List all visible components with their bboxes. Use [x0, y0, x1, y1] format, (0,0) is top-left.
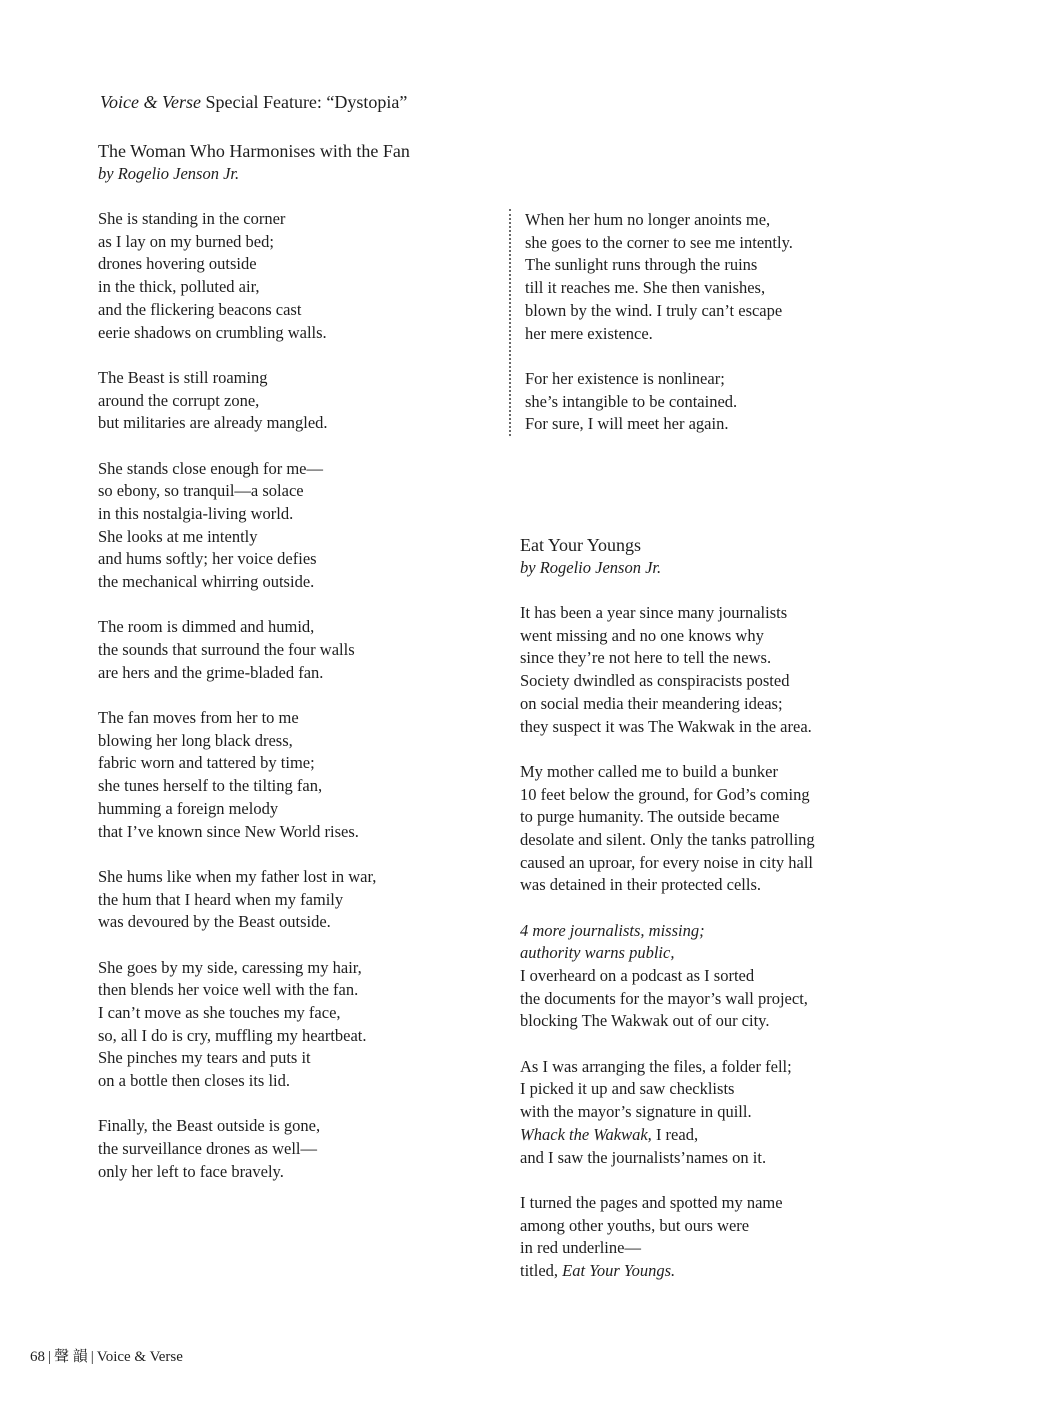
poem-2-title: Eat Your Youngs: [520, 535, 642, 555]
poem-line: went missing and no one knows why: [520, 625, 764, 645]
feature-title: Special Feature: “Dystopia”: [200, 92, 408, 112]
poem-line: The room is dimmed and humid,: [98, 617, 315, 637]
headline-line: authority warns public,: [520, 943, 675, 963]
poem-line: My mother called me to build a bunker: [520, 761, 778, 781]
poem-line: humming a foreign melody: [98, 798, 279, 818]
poem-1-column: [98, 139, 498, 1183]
poem-line: are hers and the grime-bladed fan.: [98, 662, 324, 682]
poem-line: eerie shadows on crumbling walls.: [98, 322, 327, 342]
poem-line: She is standing in the corner: [98, 209, 286, 228]
poem-line: She looks at me intently: [98, 526, 258, 546]
poem-1-stanza-5: [98, 707, 498, 843]
poem-line: to purge humanity. The outside became: [520, 807, 780, 827]
poem-title-reference: Eat Your Youngs.: [562, 1260, 676, 1280]
poem-line: I can’t move as she touches my face,: [98, 1002, 341, 1022]
footer-separator: |: [90, 1349, 94, 1365]
poem-line: her mere existence.: [525, 323, 653, 343]
poem-line: She goes by my side, caressing my hair,: [98, 957, 362, 977]
poem-line: till it reaches me. She then vanishes,: [525, 278, 766, 298]
footer-magazine-title: Voice & Verse: [96, 1349, 183, 1365]
poem-line: blocking The Wakwak out of our city.: [520, 1011, 770, 1031]
poem-line: that I’ve known since New World rises.: [98, 821, 359, 841]
poem-line: Finally, the Beast outside is gone,: [98, 1116, 321, 1136]
poem-line: so, all I do is cry, muffling my heartbeat.: [98, 1025, 367, 1045]
poem-line: I picked it up and saw checklists: [520, 1079, 735, 1099]
poem-line: but militaries are already mangled.: [98, 413, 328, 433]
poem-line: only her left to face bravely.: [98, 1161, 284, 1181]
poem-line: drones hovering outside: [98, 254, 257, 274]
poem-1-stanza-9: [525, 209, 905, 345]
poem-line: caused an uproar, for every noise in city hall: [520, 852, 814, 872]
headline-line: 4 more journalists, missing;: [520, 920, 705, 940]
poem-1-byline: by Rogelio Jenson Jr.: [98, 164, 240, 183]
poem-2-stanza-4: [520, 1056, 920, 1170]
poem-1-stanza-4: [98, 616, 498, 684]
poem-line: [520, 1124, 920, 1147]
poem-line: When her hum no longer anoints me,: [525, 210, 771, 229]
poem-line: blown by the wind. I truly can’t escape: [525, 300, 783, 320]
poem-1-stanza-8: [98, 1115, 498, 1183]
poem-line: as I lay on my burned bed;: [98, 231, 274, 251]
poem-line: She hums like when my father lost in war,: [98, 866, 377, 886]
poem-line: on social media their meandering ideas;: [520, 693, 783, 713]
magazine-name: Voice & Verse: [100, 92, 201, 112]
poem-line: around the corrupt zone,: [98, 390, 260, 410]
poem-line: For her existence is nonlinear;: [525, 368, 725, 388]
poem-1-stanza-10: [525, 368, 905, 436]
poem-line: was devoured by the Beast outside.: [98, 912, 331, 932]
poem-2-byline: by Rogelio Jenson Jr.: [520, 558, 662, 577]
footer-separator: |: [48, 1349, 52, 1365]
poem-1-stanza-6: [98, 866, 498, 934]
poem-line: they suspect it was The Wakwak in the area.: [520, 716, 812, 736]
poem-line: among other youths, but ours were: [520, 1215, 750, 1235]
poem-line: on a bottle then closes its lid.: [98, 1071, 291, 1091]
poem-line: she’s intangible to be contained.: [525, 391, 738, 411]
poem-line: For sure, I will meet her again.: [525, 414, 729, 434]
poem-line: in this nostalgia-living world.: [98, 503, 294, 523]
feature-header: [100, 90, 407, 114]
poem-line-rest: I read,: [651, 1124, 699, 1144]
poem-line: the sounds that surround the four walls: [98, 640, 355, 660]
poem-1-continuation: [509, 209, 905, 436]
poem-line-prefix: titled,: [520, 1260, 563, 1280]
poem-1-title: The Woman Who Harmonises with the Fan: [98, 141, 410, 161]
poem-line: was detained in their protected cells.: [520, 875, 761, 895]
poem-2-stanza-1: [520, 602, 920, 738]
poem-line: since they’re not here to tell the news.: [520, 648, 772, 668]
poem-line: I overheard on a podcast as I sorted: [520, 966, 755, 986]
poem-line: the hum that I heard when my family: [98, 889, 344, 909]
poem-line: [520, 1260, 920, 1283]
footer-chinese-title: 聲 韻: [54, 1349, 88, 1365]
poem-1-stanza-2: [98, 367, 498, 435]
poem-line: I turned the pages and spotted my name: [520, 1192, 783, 1212]
poem-line: in the thick, polluted air,: [98, 277, 260, 297]
poem-line: 10 feet below the ground, for God’s coming: [520, 784, 810, 804]
poem-2-column: [520, 533, 920, 1283]
poem-2-stanza-3: [520, 920, 920, 1034]
poem-line: and I saw the journalists’names on it.: [520, 1147, 767, 1167]
poem-line: The fan moves from her to me: [98, 708, 299, 728]
poem-2-stanza-2: [520, 761, 920, 897]
poem-line: fabric worn and tattered by time;: [98, 753, 315, 773]
poem-1-stanza-3: [98, 458, 498, 594]
poem-line: Society dwindled as conspiracists posted: [520, 671, 790, 691]
poem-line: The Beast is still roaming: [98, 367, 268, 387]
poem-line: then blends her voice well with the fan.: [98, 980, 359, 1000]
checklist-title: Whack the Wakwak,: [520, 1124, 652, 1144]
poem-2-stanza-5: [520, 1192, 920, 1283]
poem-line: As I was arranging the files, a folder fell;: [520, 1056, 792, 1076]
poem-line: It has been a year since many journalists: [520, 603, 788, 622]
poem-line: the surveillance drones as well—: [98, 1139, 318, 1159]
poem-line: desolate and silent. Only the tanks patrolling: [520, 829, 815, 849]
page-number: 68: [30, 1349, 45, 1365]
poem-line: the documents for the mayor’s wall project,: [520, 988, 808, 1008]
poem-line: and the flickering beacons cast: [98, 299, 302, 319]
poem-1-stanza-1: [98, 208, 498, 344]
poem-line: with the mayor’s signature in quill.: [520, 1102, 752, 1122]
poem-2-stanzas: [520, 602, 920, 1283]
poem-line: blowing her long black dress,: [98, 730, 293, 750]
poem-1-stanza-7: [98, 957, 498, 1093]
poem-line: she goes to the corner to see me intently.: [525, 232, 793, 252]
page-footer: [30, 1347, 183, 1367]
poem-line: She stands close enough for me—: [98, 458, 323, 478]
poem-line: so ebony, so tranquil—a solace: [98, 481, 304, 501]
poem-line: She pinches my tears and puts it: [98, 1048, 311, 1068]
poem-line: in red underline—: [520, 1238, 641, 1258]
poem-line: she tunes herself to the tilting fan,: [98, 776, 323, 796]
poem-1-stanzas: [98, 208, 498, 1183]
poem-line: and hums softly; her voice defies: [98, 549, 317, 569]
poem-line: The sunlight runs through the ruins: [525, 255, 758, 275]
poem-line: the mechanical whirring outside.: [98, 572, 315, 592]
